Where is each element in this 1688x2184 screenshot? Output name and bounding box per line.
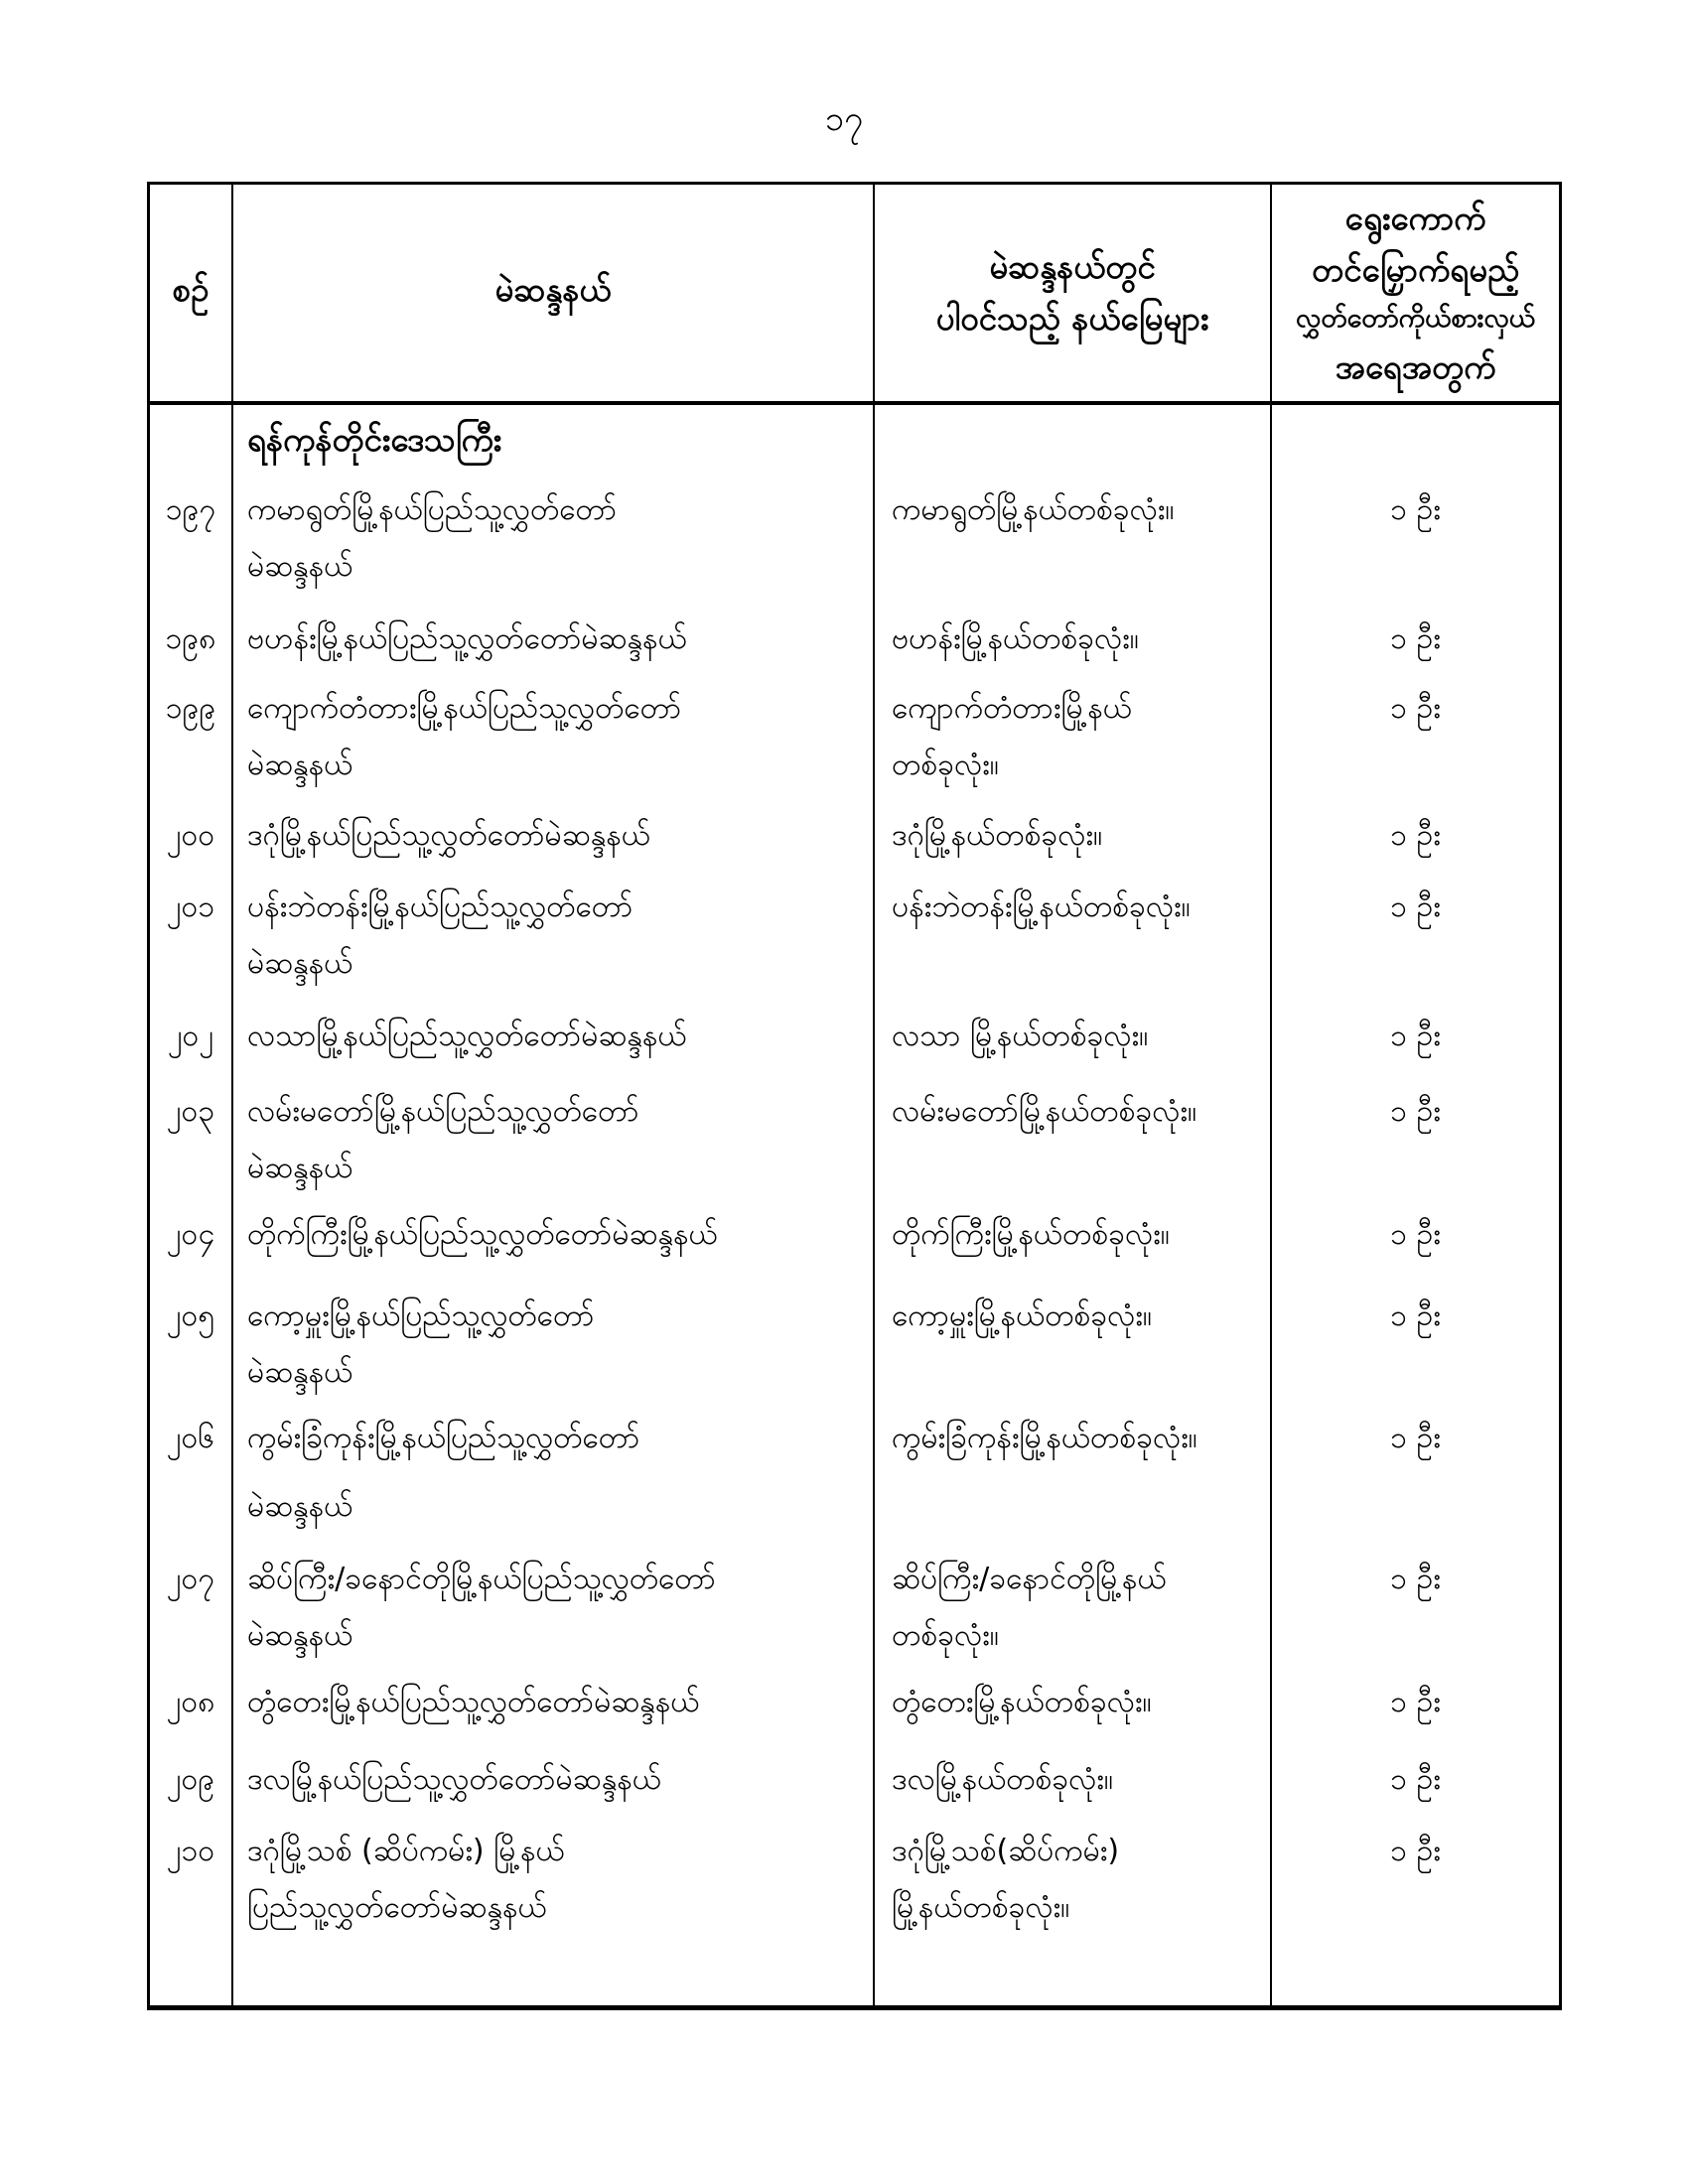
table-row (150, 872, 1559, 1001)
row-serial-number: ၂၀၂ (150, 1001, 233, 1076)
row-serial-number: ၂၀၁ (150, 872, 233, 1001)
row-constituency (233, 1403, 875, 1544)
table-body (150, 405, 1559, 2005)
row-constituency (233, 1744, 875, 1816)
row-constituency (233, 1199, 875, 1281)
text-line: ကမာရွတ်မြို့နယ်တစ်ခုလုံး။ (892, 492, 1175, 527)
text-line: ဒဂုံမြို့သစ်(ဆိပ်ကမ်း) (892, 1834, 1120, 1868)
row-representative-count: ၁ ဦး (1390, 691, 1441, 726)
row-constituency (233, 673, 875, 800)
section-serial-cell (150, 405, 233, 475)
header-constituency: မဲဆန္ဒနယ် (233, 185, 875, 401)
header-representative-count-line: အရေအတွက် (1335, 347, 1496, 386)
header-included-areas-line: မဲဆန္ဒနယ်တွင် (989, 247, 1156, 286)
header-representative-count (1272, 185, 1559, 401)
text-line: ဒဂုံမြို့သစ် (ဆိပ်ကမ်း) မြို့နယ် (247, 1834, 565, 1868)
row-serial-number: ၂၀၆ (150, 1403, 233, 1544)
table-header-row (150, 185, 1559, 405)
row-representative-count: ၁ ဦး (1390, 889, 1441, 924)
text-line: ပြည်သူ့လွှတ်တော်မဲဆန္ဒနယ် (247, 1890, 547, 1925)
text-line: မြို့နယ်တစ်ခုလုံး။ (892, 1890, 1070, 1925)
table-row (150, 1744, 1559, 1816)
table-row (150, 800, 1559, 872)
text-line: လသာမြို့နယ်ပြည်သူ့လွှတ်တော်မဲဆန္ဒနယ် (247, 1019, 687, 1053)
header-representative-count-line: လွှတ်တော်ကိုယ်စားလှယ် (1296, 303, 1535, 334)
text-line: မဲဆန္ဒနယ် (247, 1489, 353, 1524)
filler-cell (1272, 1999, 1559, 2005)
text-line: ဗဟန်းမြို့နယ်ပြည်သူ့လွှတ်တော်မဲဆန္ဒနယ် (247, 621, 687, 656)
text-line: ကမာရွတ်မြို့နယ်ပြည်သူ့လွှတ်တော် (247, 492, 618, 527)
row-included-areas (875, 673, 1272, 800)
row-included-areas (875, 800, 1272, 872)
row-constituency (233, 1816, 875, 1999)
row-included-areas (875, 1076, 1272, 1199)
table-row (150, 604, 1559, 673)
text-line: ကွမ်းခြံကုန်းမြို့နယ်တစ်ခုလုံး။ (892, 1421, 1197, 1455)
row-representative-count: ၁ ဦး (1390, 818, 1441, 853)
text-line: တိုက်ကြီးမြို့နယ်ပြည်သူ့လွှတ်တော်မဲဆန္ဒနယ် (247, 1217, 718, 1252)
row-serial-number: ၂၀၄ (150, 1199, 233, 1281)
row-included-areas (875, 1667, 1272, 1744)
row-included-areas (875, 1744, 1272, 1816)
row-representative-count: ၁ ဦး (1390, 1834, 1441, 1868)
text-line: တွံတေးမြို့နယ်တစ်ခုလုံး။ (892, 1685, 1152, 1719)
constituency-table (147, 182, 1562, 2010)
text-line: တစ်ခုလုံး။ (892, 1618, 999, 1653)
header-serial: စဉ် (150, 185, 233, 401)
text-line: ဒလမြို့နယ်တစ်ခုလုံး။ (892, 1762, 1114, 1797)
row-serial-number: ၂၀၅ (150, 1281, 233, 1403)
table-row (150, 1001, 1559, 1076)
row-representative-count: ၁ ဦး (1390, 1019, 1441, 1053)
row-included-areas (875, 475, 1272, 604)
text-line: လသာ မြို့နယ်တစ်ခုလုံး။ (892, 1019, 1149, 1053)
row-representative-count: ၁ ဦး (1390, 1421, 1441, 1455)
header-representative-count-line: ရွေးကောက် (1344, 199, 1486, 237)
table-row (150, 1667, 1559, 1744)
filler-cell (875, 1999, 1272, 2005)
row-included-areas (875, 1281, 1272, 1403)
text-line: ကျောက်တံတားမြို့နယ်ပြည်သူ့လွှတ်တော် (247, 691, 682, 726)
section-header-yangon-region: ရန်ကုန်တိုင်းဒေသကြီး (247, 420, 502, 459)
table-row (150, 1403, 1559, 1544)
table-row (150, 1816, 1559, 1999)
row-constituency (233, 800, 875, 872)
row-included-areas (875, 872, 1272, 1001)
section-count-cell (1272, 405, 1559, 475)
header-representative-count-line: တင်မြှောက်ရမည့် (1312, 250, 1519, 289)
text-line: ဒလမြို့နယ်ပြည်သူ့လွှတ်တော်မဲဆန္ဒနယ် (247, 1762, 661, 1797)
row-included-areas (875, 1816, 1272, 1999)
text-line: ပန်းဘဲတန်းမြို့နယ်ပြည်သူ့လွှတ်တော် (247, 889, 633, 924)
table-row (150, 475, 1559, 604)
text-line: ဆိပ်ကြီး/ခနောင်တိုမြို့နယ်ပြည်သူ့လွှတ်တော် (247, 1562, 716, 1596)
row-serial-number: ၁၉၈ (150, 604, 233, 673)
row-serial-number: ၂၀၈ (150, 1667, 233, 1744)
row-constituency (233, 1544, 875, 1667)
text-line: မဲဆန္ဒနယ် (247, 946, 353, 981)
row-constituency (233, 1001, 875, 1076)
row-included-areas (875, 1001, 1272, 1076)
row-representative-count: ၁ ဦး (1390, 1298, 1441, 1333)
row-constituency (233, 1076, 875, 1199)
header-included-areas-line: ပါဝင်သည့် နယ်မြေများ (935, 299, 1209, 338)
row-representative-count: ၁ ဦး (1390, 621, 1441, 656)
page-number: ၁၇ (824, 99, 864, 139)
row-constituency (233, 475, 875, 604)
header-included-areas (875, 185, 1272, 401)
row-representative-count: ၁ ဦး (1390, 1685, 1441, 1719)
text-line: ပန်းဘဲတန်းမြို့နယ်တစ်ခုလုံး။ (892, 889, 1191, 924)
text-line: လမ်းမတော်မြို့နယ်ပြည်သူ့လွှတ်တော် (247, 1094, 639, 1129)
table-row (150, 1544, 1559, 1667)
row-included-areas (875, 1403, 1272, 1544)
row-included-areas (875, 1199, 1272, 1281)
table-row (150, 1076, 1559, 1199)
text-line: ကော့မှူးမြို့နယ်ပြည်သူ့လွှတ်တော် (247, 1298, 595, 1333)
row-representative-count: ၁ ဦး (1390, 1094, 1441, 1129)
row-included-areas (875, 604, 1272, 673)
row-serial-number: ၁၉၉ (150, 673, 233, 800)
row-serial-number: ၂၀၃ (150, 1076, 233, 1199)
text-line: တစ်ခုလုံး။ (892, 748, 999, 782)
text-line: ကွမ်းခြံကုန်းမြို့နယ်ပြည်သူ့လွှတ်တော် (247, 1421, 640, 1455)
table-row (150, 1281, 1559, 1403)
text-line: ဗဟန်းမြို့နယ်တစ်ခုလုံး။ (892, 621, 1139, 656)
text-line: ကော့မှူးမြို့နယ်တစ်ခုလုံး။ (892, 1298, 1152, 1333)
row-constituency (233, 1281, 875, 1403)
row-representative-count: ၁ ဦး (1390, 1762, 1441, 1797)
row-serial-number: ၂၀၀ (150, 800, 233, 872)
text-line: တွံတေးမြို့နယ်ပြည်သူ့လွှတ်တော်မဲဆန္ဒနယ် (247, 1685, 700, 1719)
text-line: လမ်းမတော်မြို့နယ်တစ်ခုလုံး။ (892, 1094, 1197, 1129)
text-line: မဲဆန္ဒနယ် (247, 1355, 353, 1390)
row-constituency (233, 1667, 875, 1744)
text-line: ဒဂုံမြို့နယ်ပြည်သူ့လွှတ်တော်မဲဆန္ဒနယ် (247, 818, 650, 853)
filler-row (150, 1999, 1559, 2005)
row-serial-number: ၂၀၉ (150, 1744, 233, 1816)
text-line: ကျောက်တံတားမြို့နယ် (892, 691, 1132, 726)
row-constituency (233, 604, 875, 673)
text-line: တိုက်ကြီးမြို့နယ်တစ်ခုလုံး။ (892, 1217, 1170, 1252)
text-line: ဒဂုံမြို့နယ်တစ်ခုလုံး။ (892, 818, 1103, 853)
row-included-areas (875, 1544, 1272, 1667)
row-representative-count: ၁ ဦး (1390, 1217, 1441, 1252)
row-constituency (233, 872, 875, 1001)
text-line: မဲဆန္ဒနယ် (247, 748, 353, 782)
text-line: မဲဆန္ဒနယ် (247, 549, 353, 584)
table-row (150, 673, 1559, 800)
row-serial-number: ၂၀၇ (150, 1544, 233, 1667)
row-representative-count: ၁ ဦး (1390, 1562, 1441, 1596)
text-line: မဲဆန္ဒနယ် (247, 1618, 353, 1653)
filler-cell (150, 1999, 233, 2005)
row-serial-number: ၁၉၇ (150, 475, 233, 604)
section-row (150, 405, 1559, 475)
text-line: ဆိပ်ကြီး/ခနောင်တိုမြို့နယ် (892, 1562, 1167, 1596)
filler-cell (233, 1999, 875, 2005)
text-line: မဲဆန္ဒနယ် (247, 1151, 353, 1185)
section-areas-cell (875, 405, 1272, 475)
row-representative-count: ၁ ဦး (1390, 492, 1441, 527)
table-row (150, 1199, 1559, 1281)
row-serial-number: ၂၁၀ (150, 1816, 233, 1999)
